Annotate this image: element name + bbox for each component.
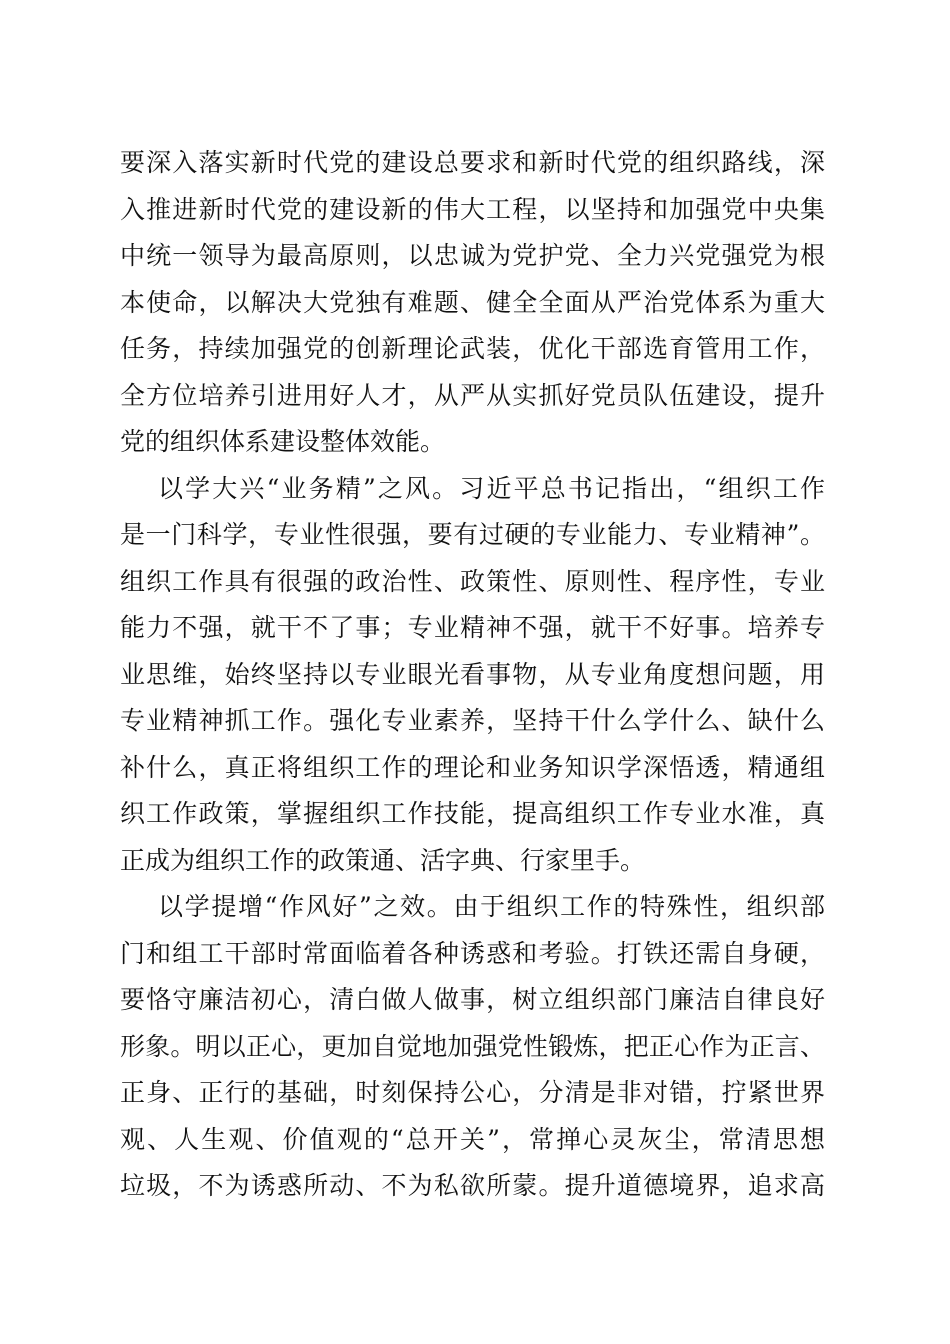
text-line: 垃圾，不为诱惑所动、不为私欲所蒙。提升道德境界，追求高 [120, 1171, 825, 1200]
text-line: 专业精神抓工作。强化专业素养，坚持干什么学什么、缺什么 [120, 706, 825, 735]
text-line: 是一门科学，专业性很强，要有过硬的专业能力、专业精神”。 [120, 520, 825, 549]
text-line: 全方位培养引进用好人才，从严从实抓好党员队伍建设，提升 [120, 380, 825, 410]
text-line: 要恪守廉洁初心，清白做人做事，树立组织部门廉洁自律良好 [120, 985, 825, 1014]
paragraph-heading-line: 以学提增“作风好”之效。由于组织工作的特殊性，组织部 [158, 892, 825, 921]
text-line: 组织工作具有很强的政治性、政策性、原则性、程序性，专业 [120, 566, 825, 596]
text-line: 入推进新时代党的建设新的伟大工程，以坚持和加强党中央集 [120, 194, 825, 224]
text-line: 能力不强，就干不了事；专业精神不强，就干不好事。培养专 [120, 613, 825, 642]
text-line: 门和组工干部时常面临着各种诱惑和考验。打铁还需自身硬， [120, 938, 825, 968]
text-line: 正身、正行的基础，时刻保持公心，分清是非对错，拧紧世界 [120, 1078, 825, 1107]
body-text [120, 140, 825, 1210]
text-line: 要深入落实新时代党的建设总要求和新时代党的组织路线，深 [120, 148, 825, 177]
text-line: 中统一领导为最高原则，以忠诚为党护党、全力兴党强党为根 [120, 241, 825, 270]
text-line: 党的组织体系建设整体效能。 [120, 427, 446, 456]
text-line: 正成为组织工作的政策通、活字典、行家里手。 [120, 845, 646, 875]
paragraph-heading-line: 以学大兴“业务精”之风。习近平总书记指出，“组织工作 [158, 473, 825, 503]
text-line: 业思维，始终坚持以专业眼光看事物，从专业角度想问题，用 [120, 659, 825, 689]
text-line: 形象。明以正心，更加自觉地加强党性锻炼，把正心作为正言、 [120, 1031, 825, 1061]
text-line: 补什么，真正将组织工作的理论和业务知识学深悟透，精通组 [120, 752, 825, 782]
text-line: 任务，持续加强党的创新理论武装，优化干部选育管用工作， [120, 334, 825, 363]
text-line: 观、人生观、价值观的“总开关”，常掸心灵灰尘，常清思想 [120, 1124, 825, 1154]
text-line: 本使命，以解决大党独有难题、健全全面从严治党体系为重大 [120, 287, 825, 317]
text-line: 织工作政策，掌握组织工作技能，提高组织工作专业水准，真 [120, 799, 825, 828]
